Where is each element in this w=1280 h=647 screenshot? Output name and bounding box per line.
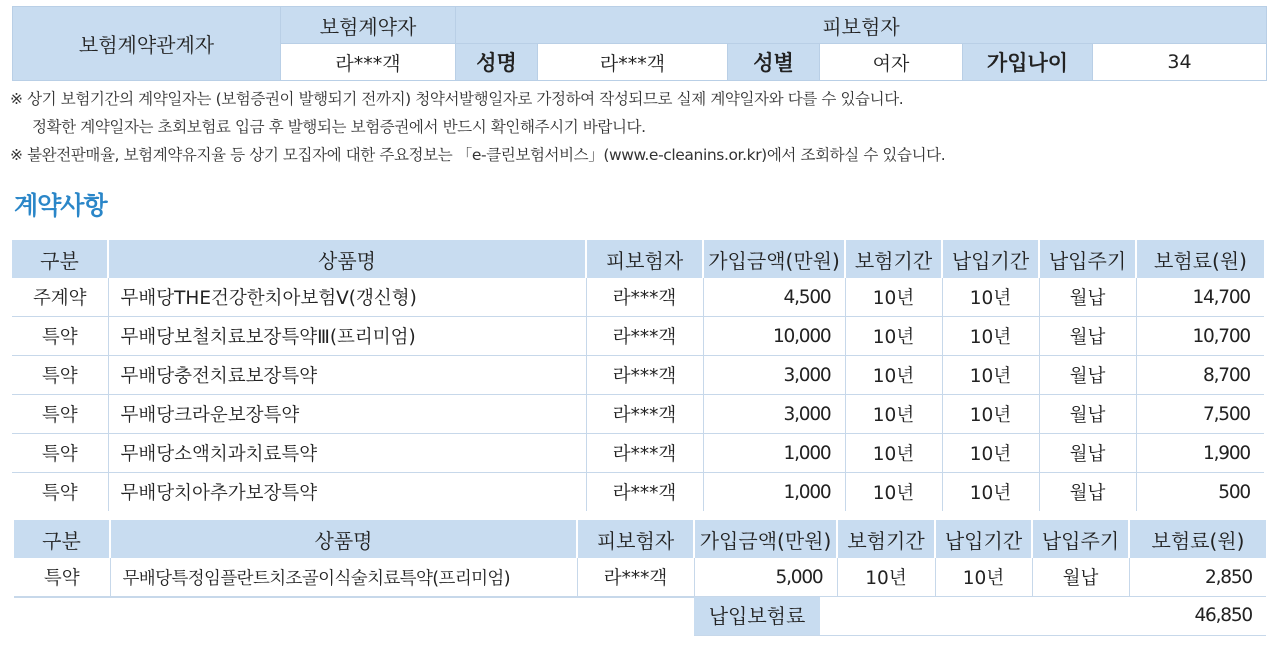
contractor-header: 보험계약자 xyxy=(281,7,456,44)
notes xyxy=(10,85,945,169)
col-product: 상품명 xyxy=(108,240,586,278)
table-row xyxy=(12,473,1264,512)
col-cycle: 납입주기 xyxy=(1039,240,1136,278)
cell-pay-period: 10년 xyxy=(942,317,1039,356)
col-premium: 보험료(원) xyxy=(1129,520,1266,558)
cell-type: 특약 xyxy=(12,356,108,395)
col-type: 구분 xyxy=(12,240,108,278)
cell-product: 무배당크라운보장특약 xyxy=(108,395,586,434)
cell-premium: 1,900 xyxy=(1136,434,1264,473)
table-row xyxy=(14,558,1266,597)
cell-amount: 1,000 xyxy=(703,434,845,473)
cell-amount: 5,000 xyxy=(694,558,837,597)
cell-period: 10년 xyxy=(845,395,942,434)
table-row xyxy=(12,356,1264,395)
cell-pay-period: 10년 xyxy=(942,278,1039,317)
col-period: 보험기간 xyxy=(837,520,935,558)
cell-insured: 라***객 xyxy=(586,356,703,395)
cell-insured: 라***객 xyxy=(586,434,703,473)
age-value: 34 xyxy=(1093,44,1267,81)
cell-cycle: 월납 xyxy=(1039,473,1136,512)
cell-cycle: 월납 xyxy=(1039,317,1136,356)
col-premium: 보험료(원) xyxy=(1136,240,1264,278)
total-value: 46,850 xyxy=(1194,605,1252,626)
cell-period: 10년 xyxy=(845,317,942,356)
col-pay-period: 납입기간 xyxy=(942,240,1039,278)
section-title: 계약사항 xyxy=(14,191,107,220)
party-table xyxy=(12,6,1267,81)
cell-pay-period: 10년 xyxy=(935,558,1032,597)
cell-product: 무배당보철치료보장특약Ⅲ(프리미엄) xyxy=(108,317,586,356)
table-row xyxy=(12,317,1264,356)
cell-type: 특약 xyxy=(12,395,108,434)
cell-insured: 라***객 xyxy=(586,317,703,356)
total-label: 납입보험료 xyxy=(694,597,820,635)
cell-premium: 14,700 xyxy=(1136,278,1264,317)
cell-insured: 라***객 xyxy=(586,473,703,512)
col-insured: 피보험자 xyxy=(577,520,694,558)
cell-pay-period: 10년 xyxy=(942,473,1039,512)
col-period: 보험기간 xyxy=(845,240,942,278)
cell-premium: 500 xyxy=(1136,473,1264,512)
note-line: ※ 상기 보험기간의 계약일자는 (보험증권이 발행되기 전까지) 청약서발행일자로 가정하여 작성되므로 실제 계약일자와 다를 수 있습니다. xyxy=(10,90,904,108)
cell-premium: 7,500 xyxy=(1136,395,1264,434)
table-row xyxy=(12,278,1264,317)
cell-product: 무배당THE건강한치아보험Ⅴ(갱신형) xyxy=(108,278,586,317)
cell-amount: 3,000 xyxy=(703,395,845,434)
note-line: ※ 불완전판매율, 보험계약유지율 등 상기 모집자에 대한 주요정보는 「e-클린보험서비스」(www.e-cleanins.or.kr)에서 조회하실 수 있습니다. xyxy=(10,146,946,164)
cell-cycle: 월납 xyxy=(1039,356,1136,395)
age-label: 가입나이 xyxy=(963,44,1093,81)
cell-amount: 10,000 xyxy=(703,317,845,356)
insured-header: 피보험자 xyxy=(456,7,1267,44)
cell-cycle: 월납 xyxy=(1039,395,1136,434)
cell-period: 10년 xyxy=(845,356,942,395)
col-product: 상품명 xyxy=(110,520,577,558)
note-line: 정확한 계약일자는 초회보험료 입금 후 발행되는 보험증권에서 반드시 확인해주시기 바랍니다. xyxy=(32,118,646,136)
insured-name: 라***객 xyxy=(538,44,728,81)
cell-period: 10년 xyxy=(837,558,935,597)
gender-value: 여자 xyxy=(820,44,963,81)
cell-premium: 2,850 xyxy=(1129,558,1266,597)
col-type: 구분 xyxy=(14,520,110,558)
cell-cycle: 월납 xyxy=(1032,558,1129,597)
cell-insured: 라***객 xyxy=(577,558,694,597)
party-left-header: 보험계약관계자 xyxy=(13,7,281,81)
cell-amount: 1,000 xyxy=(703,473,845,512)
table-divider xyxy=(14,597,694,598)
col-insured: 피보험자 xyxy=(586,240,703,278)
cell-pay-period: 10년 xyxy=(942,434,1039,473)
name-label: 성명 xyxy=(456,44,538,81)
col-cycle: 납입주기 xyxy=(1032,520,1129,558)
total-row xyxy=(694,597,1266,636)
cell-pay-period: 10년 xyxy=(942,395,1039,434)
cell-type: 특약 xyxy=(12,317,108,356)
gender-label: 성별 xyxy=(728,44,820,81)
cell-insured: 라***객 xyxy=(586,395,703,434)
cell-period: 10년 xyxy=(845,278,942,317)
cell-amount: 3,000 xyxy=(703,356,845,395)
col-pay-period: 납입기간 xyxy=(935,520,1032,558)
contract-table-extra xyxy=(14,520,1266,597)
cell-cycle: 월납 xyxy=(1039,434,1136,473)
cell-cycle: 월납 xyxy=(1039,278,1136,317)
cell-premium: 10,700 xyxy=(1136,317,1264,356)
cell-insured: 라***객 xyxy=(586,278,703,317)
table-row xyxy=(12,434,1264,473)
cell-type: 특약 xyxy=(14,558,110,597)
col-amount: 가입금액(만원) xyxy=(694,520,837,558)
cell-type: 주계약 xyxy=(12,278,108,317)
contractor-name: 라***객 xyxy=(281,44,456,81)
cell-premium: 8,700 xyxy=(1136,356,1264,395)
cell-period: 10년 xyxy=(845,473,942,512)
cell-amount: 4,500 xyxy=(703,278,845,317)
cell-pay-period: 10년 xyxy=(942,356,1039,395)
cell-product: 무배당특정임플란트치조골이식술치료특약(프리미엄) xyxy=(110,558,577,597)
table-row xyxy=(12,395,1264,434)
cell-type: 특약 xyxy=(12,434,108,473)
cell-product: 무배당치아추가보장특약 xyxy=(108,473,586,512)
col-amount: 가입금액(만원) xyxy=(703,240,845,278)
contract-table-main xyxy=(12,240,1264,511)
cell-period: 10년 xyxy=(845,434,942,473)
cell-product: 무배당소액치과치료특약 xyxy=(108,434,586,473)
cell-product: 무배당충전치료보장특약 xyxy=(108,356,586,395)
cell-type: 특약 xyxy=(41,483,78,504)
